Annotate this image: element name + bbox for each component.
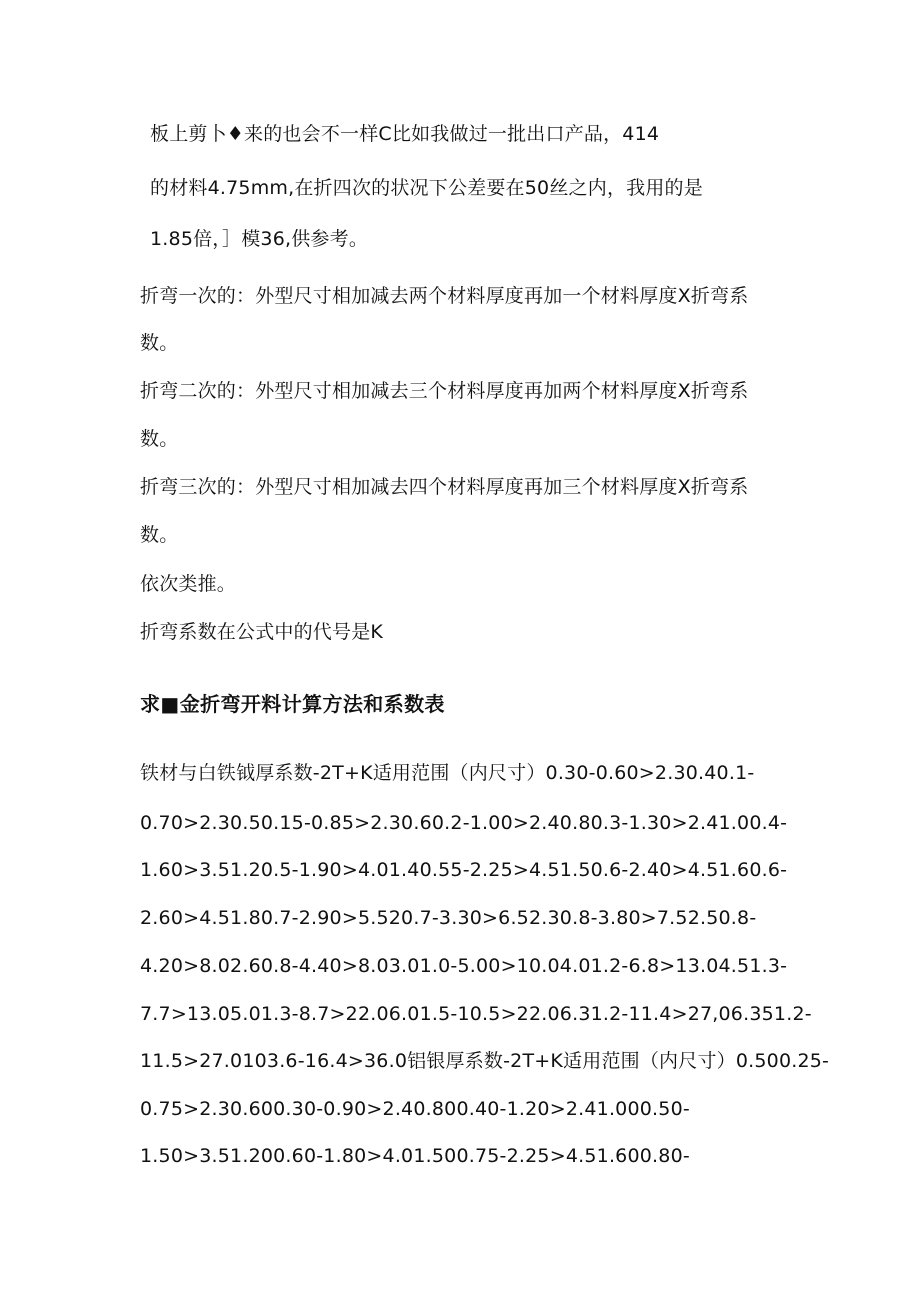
rule-bend-twice-line-1: 折弯二次的：外型尺寸相加减去三个材料厚度再加两个材料厚度X折弯系	[140, 380, 749, 402]
table-text-line: 铁材与白铁钺厚系数-2T+K适用范围（内尺寸）0.30-0.60>2.30.40.1-	[140, 762, 755, 784]
table-text-line: 1.50>3.51.200.60-1.80>4.01.500.75-2.25>4.51.600.80-	[140, 1145, 690, 1167]
intro-line-2: 的材料4.75mm,在折四次的状况下公差要在50丝之内，我用的是	[150, 177, 703, 199]
table-text-line: 7.7>13.05.01.3-8.7>22.06.01.5-10.5>22.06.31.2-11.4>27,06.351.2-	[140, 1003, 812, 1025]
table-text-line: 0.75>2.30.600.30-0.90>2.40.800.40-1.20>2.41.000.50-	[140, 1098, 690, 1120]
section-heading: 求■金折弯开料计算方法和系数表	[140, 692, 445, 716]
table-text-line: 0.70>2.30.50.15-0.85>2.30.60.2-1.00>2.40.80.3-1.30>2.41.00.4-	[140, 812, 788, 834]
table-text-line: 1.60>3.51.20.5-1.90>4.01.40.55-2.25>4.51.50.6-2.40>4.51.60.6-	[140, 859, 788, 881]
table-text-line: 2.60>4.51.80.7-2.90>5.520.7-3.30>6.52.30.8-3.80>7.52.50.8-	[140, 907, 757, 929]
rule-bend-thrice-line-2: 数。	[140, 524, 179, 546]
rule-k-code: 折弯系数在公式中的代号是K	[140, 621, 384, 643]
rule-bend-twice-line-2: 数。	[140, 428, 179, 450]
rule-and-so-on: 依次类推。	[140, 573, 237, 595]
intro-line-1: 板上剪卜♦来的也会不一样C比如我做过一批出口产品，414	[150, 123, 660, 145]
rule-bend-once-line-1: 折弯一次的：外型尺寸相加减去两个材料厚度再加一个材料厚度X折弯系	[140, 285, 749, 307]
rule-bend-once-line-2: 数。	[140, 332, 179, 354]
table-text-line: 11.5>27.0103.6-16.4>36.0铝银厚系数-2T+K适用范围（内尺寸）0.500.25-	[140, 1050, 830, 1072]
intro-line-3: 1.85倍，］模36,供参考。	[150, 228, 369, 250]
rule-bend-thrice-line-1: 折弯三次的：外型尺寸相加减去四个材料厚度再加三个材料厚度X折弯系	[140, 476, 749, 498]
table-text-line: 4.20>8.02.60.8-4.40>8.03.01.0-5.00>10.04.01.2-6.8>13.04.51.3-	[140, 955, 788, 977]
